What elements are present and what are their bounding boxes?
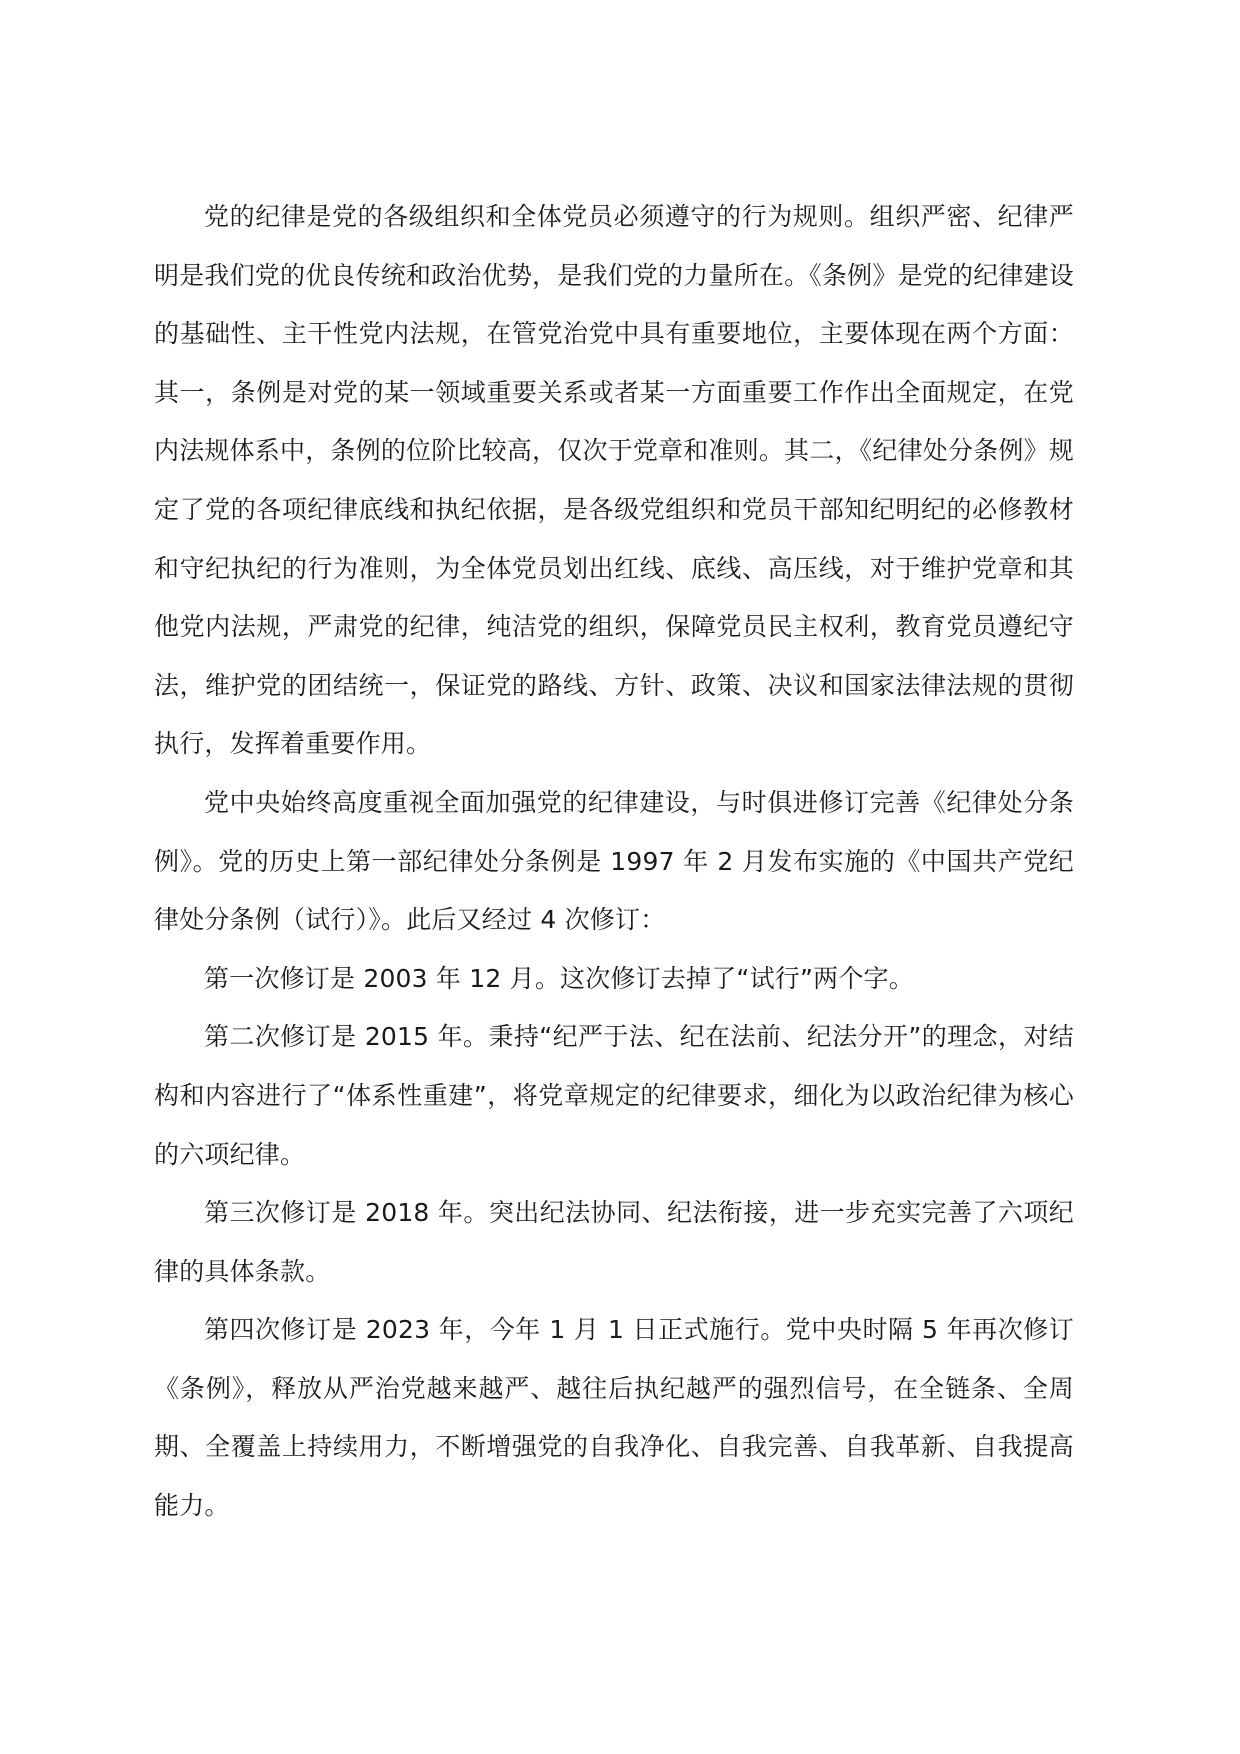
paragraph-first-revision: 第一次修订是 2003 年 12 月。这次修订去掉了“试行”两个字。 bbox=[204, 963, 914, 993]
paragraph-discipline-definition: 党的纪律是党的各级组织和全体党员必须遵守的行为规则。组织严密、纪律严明是我们党的优良传统和政治优势，是我们党的力量所在。《条例》是党的纪律建设的基础性、主干性党内法规，在管党治党中具有重要地位，主要体现在两个方面：其一，条例是对党的某一领域重要关系或者某一方面重要工作作出全面规定，在党内法规体系中，条例的位阶比较高，仅次于党章和准则。其二，《纪律处分条例》规定了党的各项纪律底线和执纪依据，是各级党组织和党员干部知纪明纪的必修教材和守纪执纪的行为准则，为全体党员划出红线、底线、高压线，对于维护党章和其他党内法规，严肃党的纪律，纯洁党的组织，保障党员民主权利，教育党员遵纪守法，维护党的团结统一，保证党的路线、方针、政策、决议和国家法律法规的贯彻执行，发挥着重要作用。 bbox=[154, 202, 1074, 759]
paragraph-fourth-revision: 第四次修订是 2023 年，今年 1 月 1 日正式施行。党中央时隔 5 年再次修订《条例》，释放从严治党越来越严、越往后执纪越严的强烈信号，在全链条、全周期、全覆盖上持续用力，不断增强党的自我净化、自我完善、自我革新、自我提高能力。 bbox=[154, 1315, 1074, 1521]
paragraph-second-revision: 第二次修订是 2015 年。秉持“纪严于法、纪在法前、纪法分开”的理念，对结构和内容进行了“体系性重建”，将党章规定的纪律要求，细化为以政治纪律为核心的六项纪律。 bbox=[154, 1022, 1074, 1169]
document-body bbox=[154, 188, 1074, 1536]
paragraph-third-revision: 第三次修订是 2018 年。突出纪法协同、纪法衔接，进一步充实完善了六项纪律的具体条款。 bbox=[154, 1198, 1074, 1286]
paragraph-revision-history: 党中央始终高度重视全面加强党的纪律建设，与时俱进修订完善《纪律处分条例》。党的历史上第一部纪律处分条例是 1997 年 2 月发布实施的《中国共产党纪律处分条例（试行）》。此后又经过 4 次修订： bbox=[154, 787, 1074, 935]
